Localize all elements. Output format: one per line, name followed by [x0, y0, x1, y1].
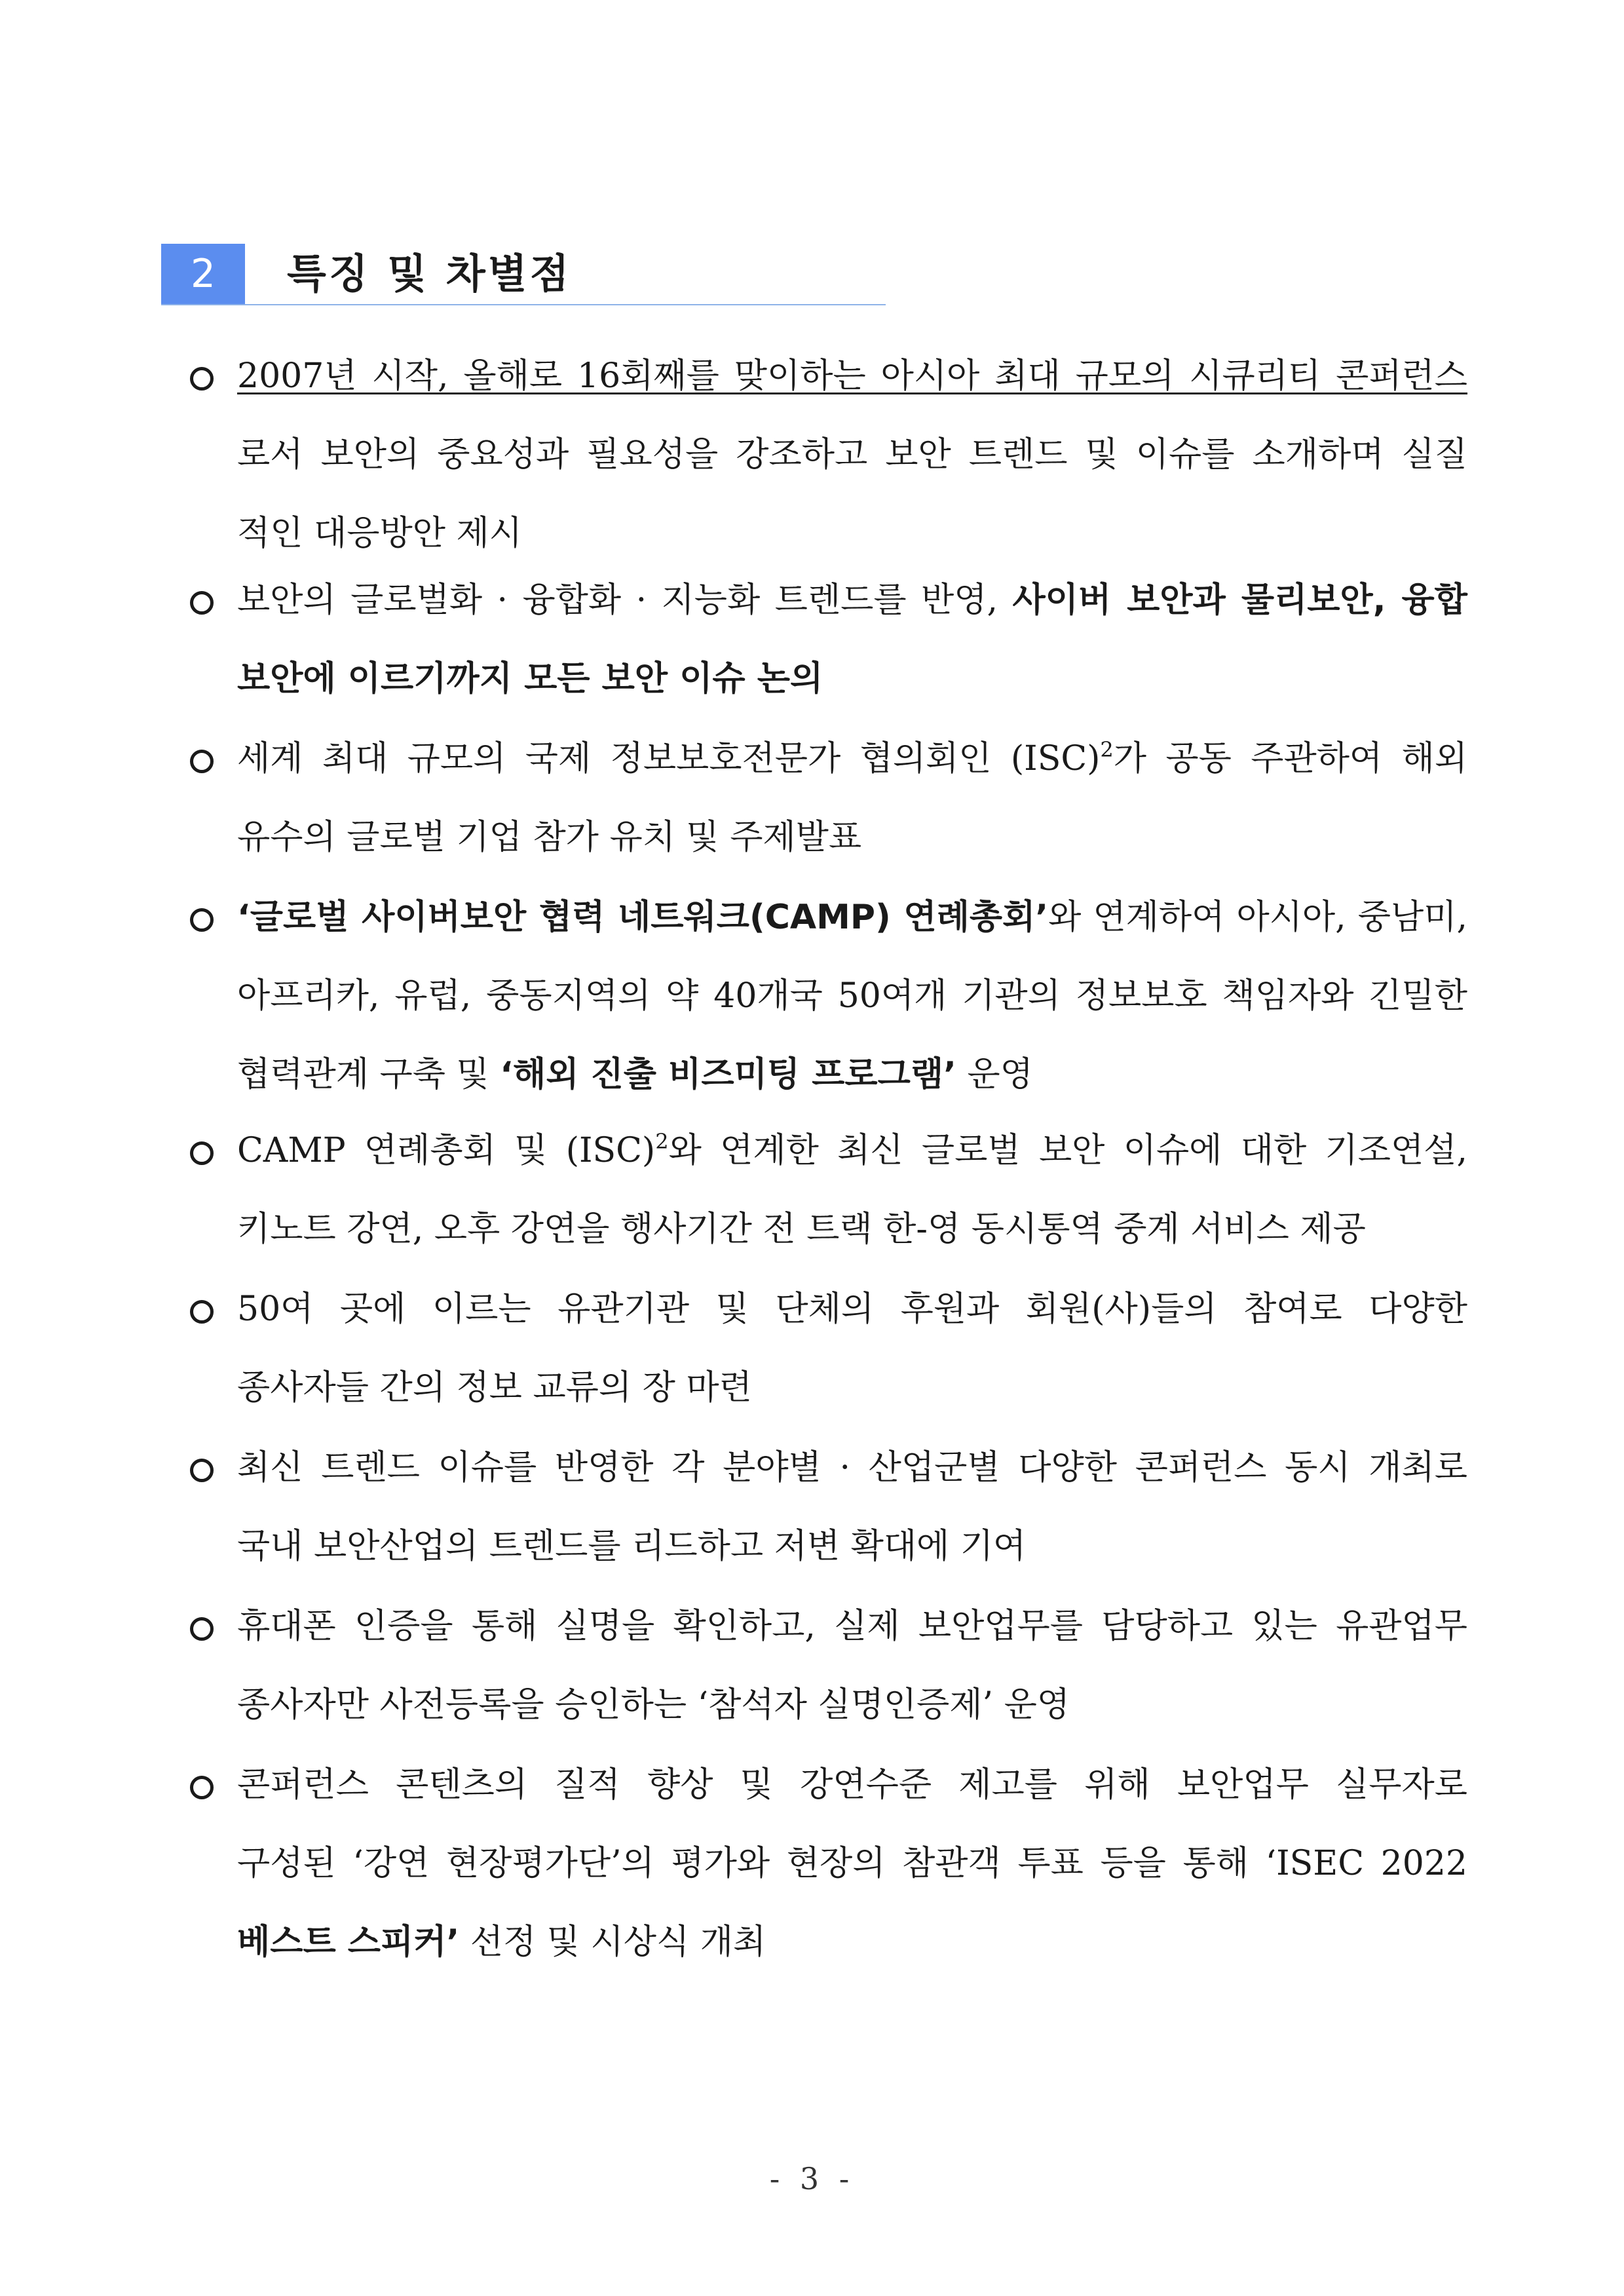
item-text: 2007년 시작, 올해로 16회째를 맞이하는 아시아 최대 규모의 시큐리티 콘퍼런스 [237, 356, 1467, 396]
item-text: 운영 [956, 1055, 1033, 1094]
item-text: 최신 트렌드 이슈를 반영한 각 분야별 · 산업군별 다양한 콘퍼런스 동시 개최로 [237, 1448, 1467, 1487]
item-text: 50여 곳에 이르는 유관기관 및 단체의 후원과 회원(사)들의 참여로 다양한 [237, 1290, 1467, 1329]
item-text: 로서 보안의 중요성과 필요성을 강조하고 보안 트렌드 및 이슈를 소개하며 실질 [237, 435, 1467, 474]
circle-bullet-icon [190, 1459, 214, 1482]
circle-bullet-icon [190, 1300, 214, 1324]
item-text: 세계 최대 규모의 국제 정보보호전문가 협의회인 (ISC) [237, 739, 1101, 778]
section-header [161, 244, 886, 305]
item-text: 아프리카, 유럽, 중동지역의 약 40개국 50여개 기관의 정보보호 책임자와 긴밀한 [237, 976, 1467, 1016]
item-text: 키노트 강연, 오후 강연을 행사기간 전 트랙 한-영 동시통역 중계 서비스 제공 [237, 1210, 1366, 1249]
item-text-bold: ‘해외 진출 비즈미팅 프로그램’ [500, 1055, 956, 1094]
item-text: 종사자들 간의 정보 교류의 장 마련 [237, 1368, 752, 1407]
item-text: 와 연계한 최신 글로벌 보안 이슈에 대한 기조연설, [668, 1131, 1467, 1170]
item-text: 보안의 글로벌화 · 융합화 · 지능화 트렌드를 반영, [237, 581, 1013, 620]
circle-bullet-icon [190, 750, 214, 773]
circle-bullet-icon [190, 908, 214, 932]
circle-bullet-icon [190, 1617, 214, 1641]
superscript: 2 [655, 1129, 669, 1154]
item-text: 와 연계하여 아시아, 중남미, [1048, 898, 1467, 937]
item-text: 선정 및 시상식 개최 [459, 1923, 766, 1962]
circle-bullet-icon [190, 1776, 214, 1799]
item-text: 협력관계 구축 및 [237, 1055, 500, 1094]
circle-bullet-icon [190, 591, 214, 615]
superscript: 2 [1100, 737, 1114, 762]
item-text: 가 공동 주관하여 해외 [1113, 739, 1467, 778]
item-text: 국내 보안산업의 트렌드를 리드하고 저변 확대에 기여 [237, 1527, 1027, 1566]
item-text: 콘퍼런스 콘텐츠의 질적 향상 및 강연수준 제고를 위해 보안업무 실무자로 [237, 1765, 1467, 1805]
section-title: 특징 및 차별점 [287, 250, 572, 297]
item-text-bold: 베스트 스피커’ [237, 1923, 460, 1962]
page-number: - 3 - [769, 2161, 855, 2196]
circle-bullet-icon [190, 1141, 214, 1165]
item-text-bold: 사이버 보안과 물리보안, 융합 [1012, 581, 1467, 620]
circle-bullet-icon [190, 367, 214, 391]
item-text: 구성된 ‘강연 현장평가단’의 평가와 현장의 참관객 투표 등을 통해 ‘ISEC 2022 [237, 1844, 1467, 1883]
item-text: 적인 대응방안 제시 [237, 514, 522, 553]
item-text: CAMP 연례총회 및 (ISC) [237, 1131, 656, 1170]
section-number-badge: 2 [161, 244, 245, 304]
item-text: 유수의 글로벌 기업 참가 유치 및 주제발표 [237, 818, 862, 857]
item-text-bold: ‘글로벌 사이버보안 협력 네트워크(CAMP) 연례총회’ [237, 898, 1049, 937]
item-text: 휴대폰 인증을 통해 실명을 확인하고, 실제 보안업무를 담당하고 있는 유관업무 [237, 1607, 1467, 1646]
item-text: 종사자만 사전등록을 승인하는 ‘참석자 실명인증제’ 운영 [237, 1685, 1070, 1725]
item-text-bold: 보안에 이르기까지 모든 보안 이슈 논의 [237, 659, 823, 698]
